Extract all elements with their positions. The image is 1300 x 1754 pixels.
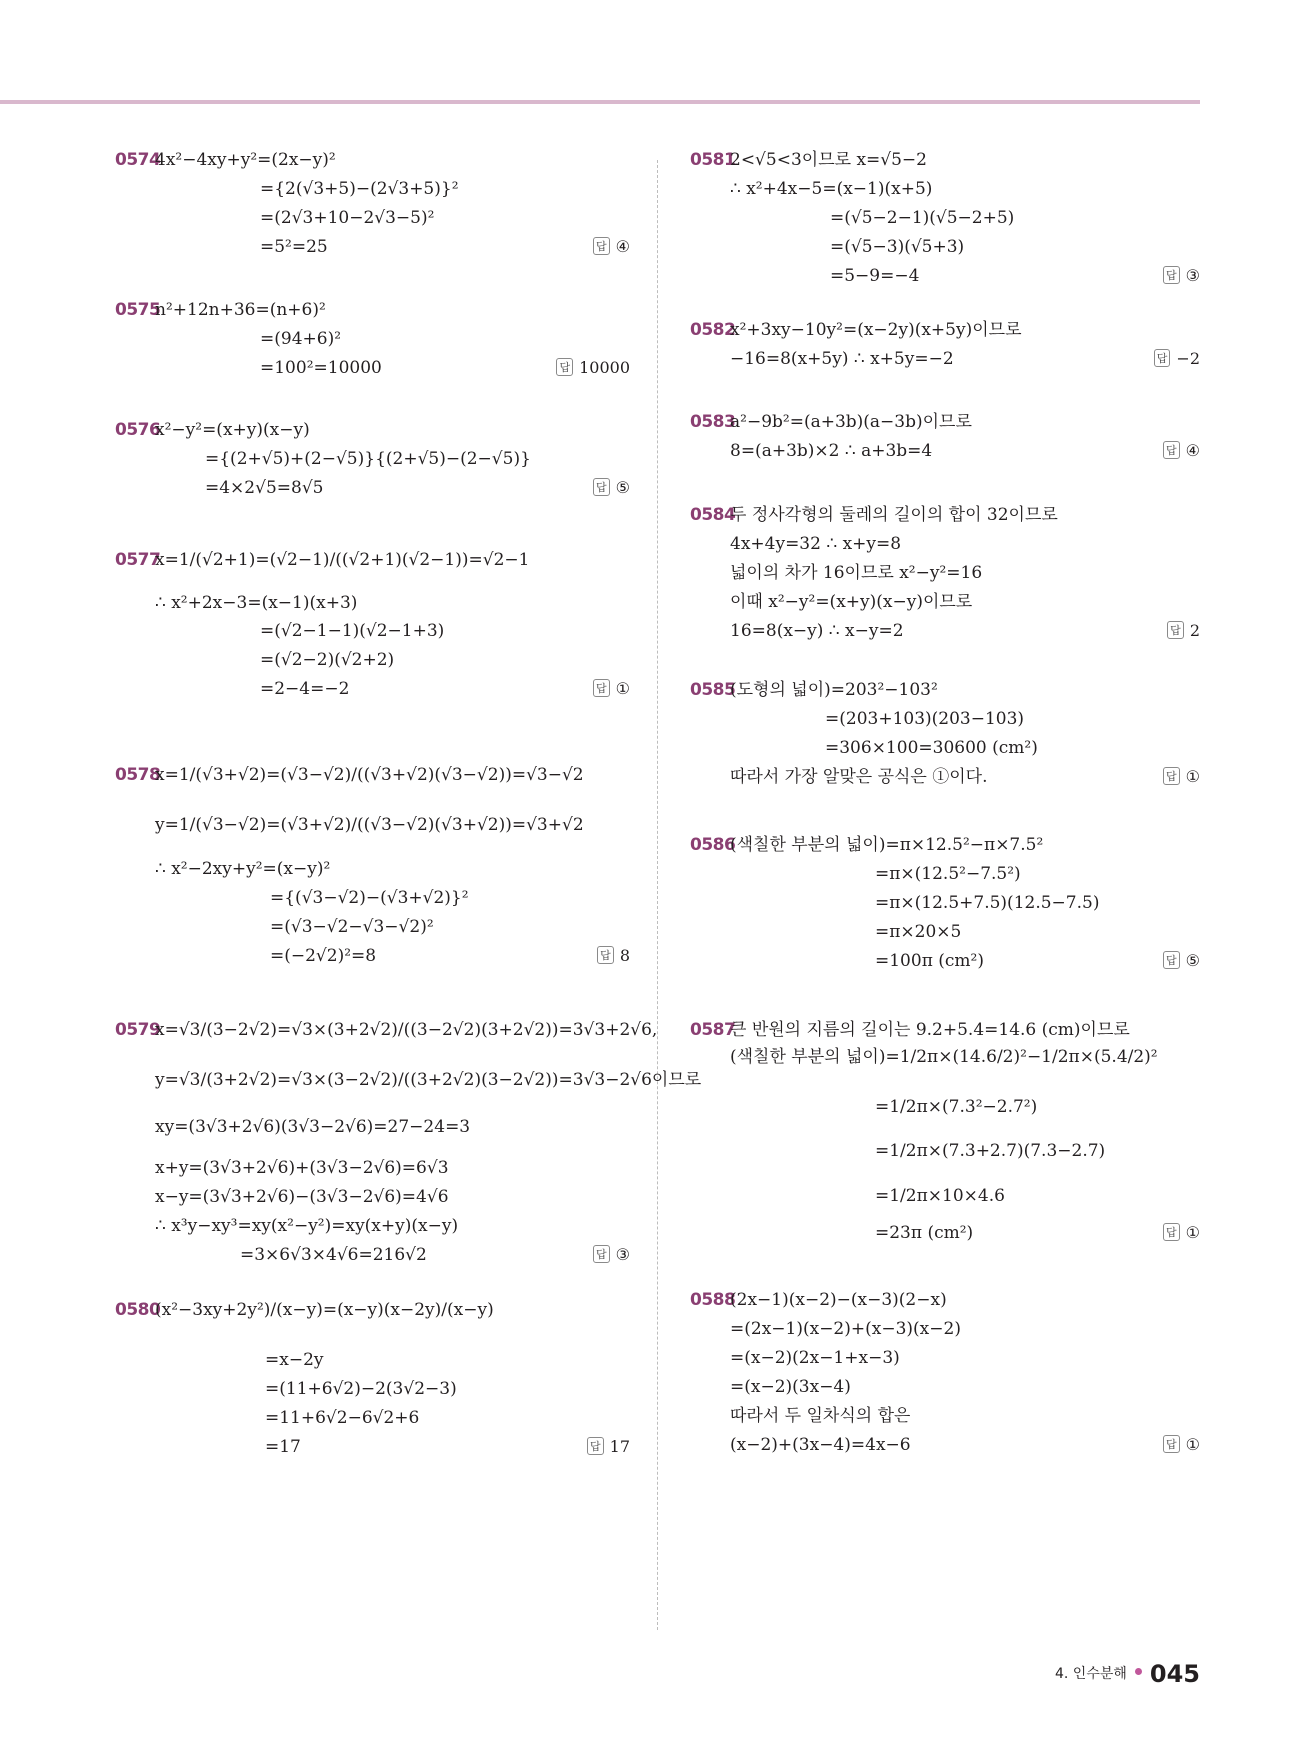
solution-line: ∴ x³y−xy³=xy(x²−y²)=xy(x+y)(x−y) [155,1216,459,1236]
answer-tag-icon: 답 [1154,349,1171,367]
solution-line: 4x²−4xy+y²=(2x−y)² [155,150,336,170]
problem-number: 0581 [690,150,736,170]
solution-line: 따라서 두 일차식의 합은 [730,1406,911,1426]
solution-line: =x−2y [265,1350,324,1370]
answer-tag-icon: 답 [1163,767,1180,785]
solution-line: =(203+103)(203−103) [825,709,1025,729]
answer-value: −2 [1176,349,1200,368]
problem-number: 0585 [690,680,736,700]
solution-line: 2<√5<3이므로 x=√5−2 [730,150,927,170]
answer [556,358,630,377]
problem-number: 0577 [115,550,161,570]
answer [1163,1223,1200,1242]
answer [1163,1435,1200,1454]
solution-line: 큰 반원의 지름의 길이는 9.2+5.4=14.6 (cm)이므로 [730,1020,1130,1040]
solution-line: =4×2√5=8√5 [205,478,324,498]
answer [1163,767,1200,786]
answer [1163,266,1200,285]
answer [593,1245,630,1264]
solution-line: (색칠한 부분의 넓이)=π×12.5²−π×7.5² [730,835,1044,855]
solution-line: =(11+6√2)−2(3√2−3) [265,1379,457,1399]
answer-tag-icon: 답 [1163,1223,1180,1241]
page-footer [1055,1660,1200,1688]
answer-value: 2 [1189,621,1200,640]
answer-tag-icon: 답 [593,679,610,697]
answer-value: ③ [1185,266,1200,285]
answer-value: ③ [615,1245,630,1264]
problem-number: 0578 [115,765,161,785]
solution-line: ∴ x²+4x−5=(x−1)(x+5) [730,179,933,199]
solution-line: 넓이의 차가 16이므로 x²−y²=16 [730,563,983,583]
solution-line: xy=(3√3+2√6)(3√3−2√6)=27−24=3 [155,1117,471,1137]
solution-line: x=1/(√3+√2)=(√3−√2)/((√3+√2)(√3−√2))=√3−√2 [155,765,584,785]
solution-line: ∴ x²+2x−3=(x−1)(x+3) [155,593,358,613]
solution-line: =(x−2)(3x−4) [730,1377,851,1397]
solution-line: =(x−2)(2x−1+x−3) [730,1348,900,1368]
solution-line: −16=8(x+5y) ∴ x+5y=−2 [730,349,954,369]
solution-line: ={(2+√5)+(2−√5)}{(2+√5)−(2−√5)} [205,449,531,469]
problem-number: 0579 [115,1020,161,1040]
answer-value: 8 [619,946,630,965]
solution-line: =100²=10000 [260,358,382,378]
column-divider [657,160,658,1630]
chapter-label: 4. 인수분해 [1054,1666,1127,1682]
problem-number: 0580 [115,1300,161,1320]
solution-line: 따라서 가장 알맞은 공식은 ①이다. [730,767,988,787]
solution-line: 4x+4y=32 ∴ x+y=8 [730,534,902,554]
answer [1163,951,1200,970]
solution-line: =3×6√3×4√6=216√2 [240,1245,427,1265]
answer [593,679,630,698]
solution-line: =(√2−2)(√2+2) [260,650,395,670]
solution-line: =(−2√2)²=8 [270,946,377,966]
answer-value: ⑤ [615,478,630,497]
answer-value: ④ [1185,441,1200,460]
solution-line: =π×(12.5+7.5)(12.5−7.5) [875,893,1100,913]
solution-line: =23π (cm²) [875,1223,974,1243]
answer-value: ④ [615,237,630,256]
answer [593,478,630,497]
solution-line: =1/2π×(7.3+2.7)(7.3−2.7) [875,1141,1106,1161]
problem-number: 0587 [690,1020,736,1040]
solution-line: =306×100=30600 (cm²) [825,738,1038,758]
solution-line: (x−2)+(3x−4)=4x−6 [730,1435,911,1455]
problem-number: 0586 [690,835,736,855]
solution-line: (도형의 넓이)=203²−103² [730,680,938,700]
answer-tag-icon: 답 [587,1437,604,1455]
answer-value: 17 [609,1437,630,1456]
solution-line: 이때 x²−y²=(x+y)(x−y)이므로 [730,592,973,612]
solution-line: x=1/(√2+1)=(√2−1)/((√2+1)(√2−1))=√2−1 [155,550,530,570]
solution-line: =17 [265,1437,301,1457]
solution-line: =1/2π×(7.3²−2.7²) [875,1097,1038,1117]
problem-number: 0582 [690,320,736,340]
solution-line: =(√3−√2−√3−√2)² [270,917,434,937]
answer [1154,349,1200,368]
problem-number: 0576 [115,420,161,440]
answer-tag-icon: 답 [1163,441,1180,459]
solution-line: =(√5−2−1)(√5−2+5) [830,208,1015,228]
solution-line: x²+3xy−10y²=(x−2y)(x+5y)이므로 [730,320,1022,340]
solution-line: (색칠한 부분의 넓이)=1/2π×(14.6/2)²−1/2π×(5.4/2)² [730,1047,1158,1067]
problem-number: 0584 [690,505,736,525]
solution-line: =11+6√2−6√2+6 [265,1408,420,1428]
solution-line: 8=(a+3b)×2 ∴ a+3b=4 [730,441,933,461]
footer-dot-icon [1135,1668,1142,1675]
solution-line: =(√5−3)(√5+3) [830,237,965,257]
solution-line: x−y=(3√3+2√6)−(3√3−2√6)=4√6 [155,1187,449,1207]
solution-line: =100π (cm²) [875,951,984,971]
solution-line: =1/2π×10×4.6 [875,1186,1005,1206]
answer-value: ① [1185,1223,1200,1242]
answer-tag-icon: 답 [593,478,610,496]
solution-line: =π×20×5 [875,922,962,942]
answer [593,237,630,256]
answer-tag-icon: 답 [1167,621,1184,639]
answer-value: ① [1185,1435,1200,1454]
solution-line: x²−y²=(x+y)(x−y) [155,420,310,440]
answer-tag-icon: 답 [556,358,573,376]
solution-line: n²+12n+36=(n+6)² [155,300,326,320]
solution-line: (2x−1)(x−2)−(x−3)(2−x) [730,1290,947,1310]
answer-tag-icon: 답 [597,946,614,964]
answer-tag-icon: 답 [593,237,610,255]
solution-line: x=√3/(3−2√2)=√3×(3+2√2)/((3−2√2)(3+2√2))=3√3+2√6, [155,1020,658,1040]
solution-line: =5−9=−4 [830,266,920,286]
solution-line: y=√3/(3+2√2)=√3×(3−2√2)/((3+2√2)(3−2√2))=3√3−2√6이므로 [155,1070,702,1090]
solution-line: 두 정사각형의 둘레의 길이의 합이 32이므로 [730,505,1058,525]
problem-number: 0574 [115,150,161,170]
answer-value: ① [615,679,630,698]
solution-line: =(2√3+10−2√3−5)² [260,208,435,228]
page-number: 045 [1149,1660,1200,1688]
problem-number: 0583 [690,412,736,432]
solution-line: 16=8(x−y) ∴ x−y=2 [730,621,904,641]
solution-line: ∴ x²−2xy+y²=(x−y)² [155,859,331,879]
solution-line: =(94+6)² [260,329,342,349]
solution-line: =5²=25 [260,237,328,257]
answer-tag-icon: 답 [1163,951,1180,969]
answer-value: ⑤ [1185,951,1200,970]
answer-tag-icon: 답 [1163,1435,1180,1453]
answer-value: 10000 [579,358,630,377]
answer [1163,441,1200,460]
problem-number: 0588 [690,1290,736,1310]
answer [587,1437,630,1456]
solution-line: =2−4=−2 [260,679,350,699]
solution-line: =π×(12.5²−7.5²) [875,864,1021,884]
header-rule [0,100,1200,104]
answer-tag-icon: 답 [1163,266,1180,284]
answer [597,946,630,965]
solution-line: (x²−3xy+2y²)/(x−y)=(x−y)(x−2y)/(x−y) [155,1300,494,1320]
solution-line: a²−9b²=(a+3b)(a−3b)이므로 [730,412,972,432]
answer-tag-icon: 답 [593,1245,610,1263]
problem-number: 0575 [115,300,161,320]
answer [1167,621,1200,640]
solution-line: =(√2−1−1)(√2−1+3) [260,621,445,641]
solution-line: x+y=(3√3+2√6)+(3√3−2√6)=6√3 [155,1158,449,1178]
solution-line: ={(√3−√2)−(√3+√2)}² [270,888,469,908]
solution-line: y=1/(√3−√2)=(√3+√2)/((√3−√2)(√3+√2))=√3+√2 [155,815,584,835]
answer-value: ① [1185,767,1200,786]
solution-line: ={2(√3+5)−(2√3+5)}² [260,179,459,199]
solution-line: =(2x−1)(x−2)+(x−3)(x−2) [730,1319,961,1339]
